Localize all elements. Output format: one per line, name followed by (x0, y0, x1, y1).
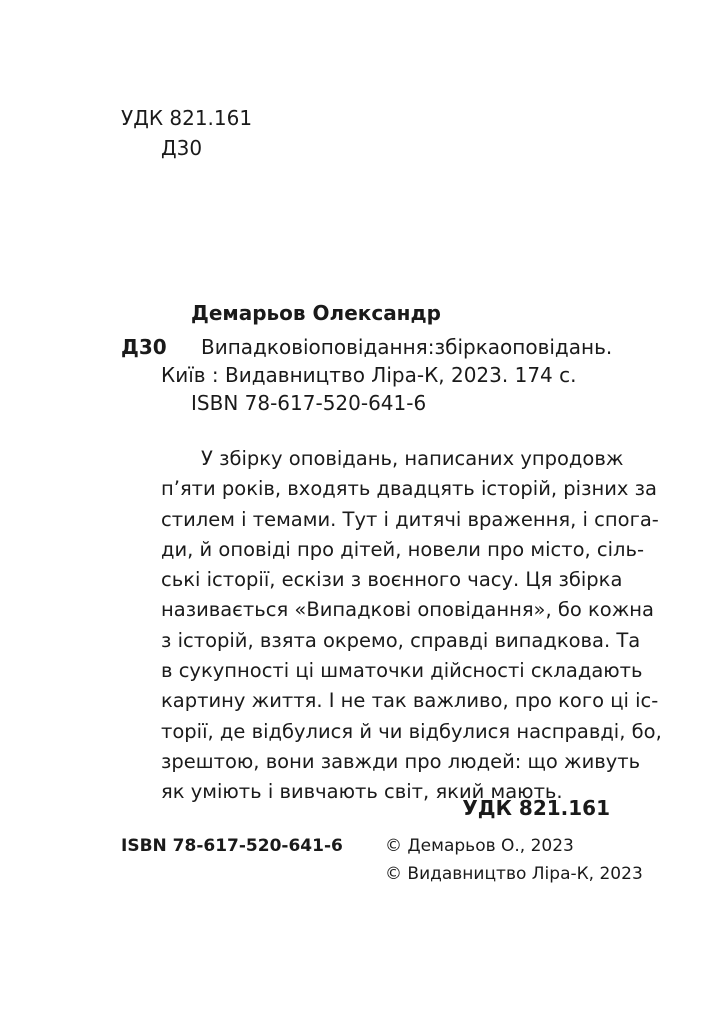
title-word: збірка (434, 335, 501, 359)
title-word: оповідань. (500, 335, 613, 359)
library-code-top: Д30 (161, 136, 203, 160)
udk-classification-top: УДК 821.161 (121, 106, 253, 130)
annotation-line: торії, де відбулися й чи відбулися насправді, бо, (161, 719, 662, 743)
annotation-line: в сукупності ці шматочки дійсності складають (161, 659, 643, 683)
annotation-line: п’яти років, входять двадцять історій, різних за (161, 477, 657, 501)
isbn-footer: ISBN 78-617-520-641-6 (121, 836, 343, 856)
annotation-line: зрештою, вони завжди про людей: що живуть (161, 749, 641, 773)
annotation-line: У збірку оповідань, написаних упродовж (201, 447, 624, 470)
publication-info: Київ : Видавництво Ліра-К, 2023. 174 с. (161, 363, 577, 387)
copyright-author: © Демарьов О., 2023 (385, 836, 574, 856)
annotation-line: ди, й оповіді про дітей, новели про місто, сіль- (161, 537, 645, 561)
udk-classification-bottom: УДК 821.161 (462, 796, 610, 820)
annotation-line: картину життя. І не так важливо, про кого ці іс- (161, 689, 659, 713)
author-name: Демарьов Олександр (191, 301, 441, 325)
title-word: оповідання (308, 335, 428, 359)
annotation-line: ські історії, ескізи з воєнного часу. Ця збірка (161, 568, 623, 592)
title-word: Випадкові (201, 335, 309, 359)
copyright-publisher: © Видавництво Ліра-К, 2023 (385, 864, 643, 884)
annotation-line: з історій, взята окремо, справді випадкова. Та (161, 628, 641, 652)
isbn-record: ISBN 78-617-520-641-6 (191, 391, 427, 415)
annotation-line: називається «Випадкові оповідання», бо кожна (161, 598, 655, 622)
library-code-record: Д30 (121, 335, 167, 359)
annotation-text (161, 444, 662, 808)
title-word: : (427, 335, 435, 359)
book-title-line (201, 335, 613, 359)
annotation-line: як уміють і вивчають світ, який мають. (161, 780, 563, 804)
annotation-line: стилем і темами. Тут і дитячі враження, і спога- (161, 507, 659, 531)
